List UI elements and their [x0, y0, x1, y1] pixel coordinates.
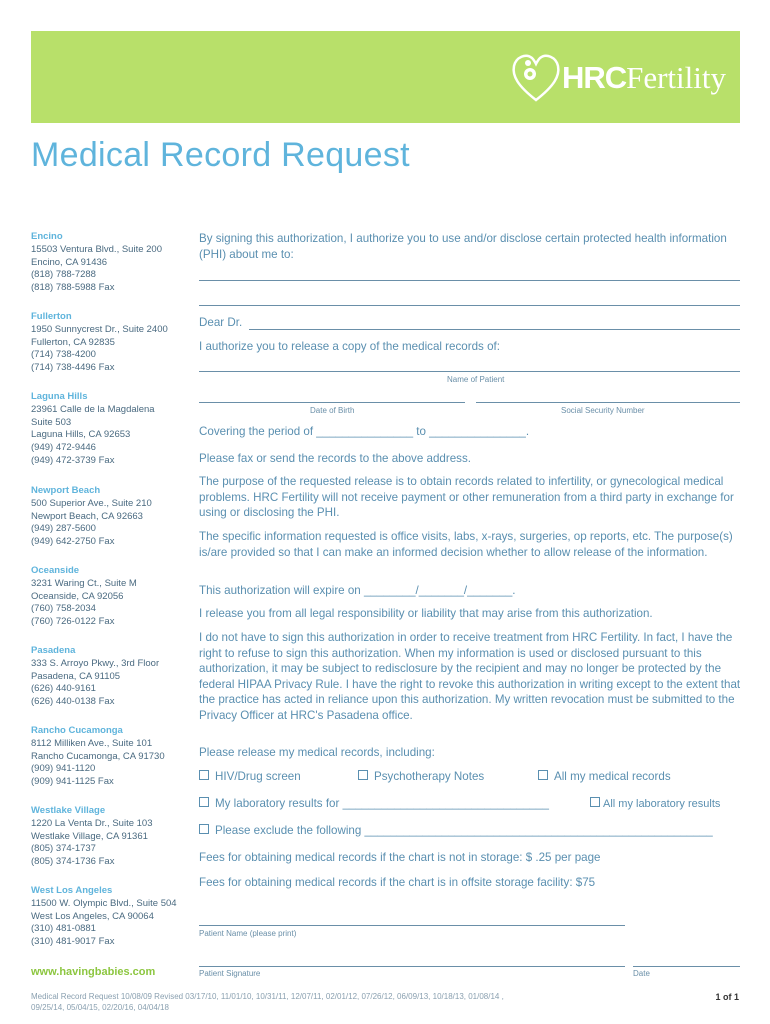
location-line: Westlake Village, CA 91361 [31, 830, 148, 842]
location-line: 1950 Sunnycrest Dr., Suite 2400 [31, 323, 168, 335]
purpose-text: The purpose of the requested release is to obtain records related to infertility, or gynecological medical problems. HRC Fertility will not receive payment or other remuneration from a third party in exchange for using or disclosing the PHI. [199, 475, 734, 520]
patient-name-print-caption: Patient Name (please print) [199, 929, 297, 938]
fees-storage-text: Fees for obtaining medical records if the chart is not in storage: $ .25 per page [199, 851, 601, 864]
location-block [31, 645, 191, 709]
location-line: (805) 374-1737 [31, 843, 96, 855]
location-line: West Los Angeles, CA 90064 [31, 910, 154, 922]
checkbox-psychotherapy[interactable] [358, 770, 484, 783]
checkbox-all-medical[interactable] [538, 770, 671, 783]
rights-text: I do not have to sign this authorization in order to receive treatment from HRC Fertility. In fact, I have the right to refuse to sign this authorization. When my information is used or disclosed pursuant to this authorization, it may be subject to redisclosure by the recipient and may no longer be protected by the federal HIPAA Privacy Rule. I have the right to revoke this authorization in writing except to the extent that the practice has acted in reliance upon this authorization. My written revocation must be submitted to the Privacy Officer at HRC's Pasadena office. [199, 631, 741, 722]
checkbox-lab-for[interactable] [199, 797, 549, 810]
fees-offsite-text: Fees for obtaining medical records if the chart is in offsite storage facility: $75 [199, 876, 596, 889]
location-line: (909) 941-1120 [31, 763, 96, 775]
location-line: (626) 440-0138 Fax [31, 696, 115, 708]
page-number: 1 of 1 [715, 992, 739, 1002]
please-release-text: Please release my medical records, including: [199, 746, 435, 759]
location-block [31, 231, 191, 295]
location-line: (310) 481-0881 [31, 923, 96, 935]
location-line: 15503 Ventura Blvd., Suite 200 [31, 243, 162, 255]
ssn-caption: Social Security Number [561, 406, 645, 415]
dob-line[interactable] [199, 402, 465, 403]
checkbox-square-icon[interactable] [590, 797, 600, 807]
location-line: (760) 726-0122 Fax [31, 616, 115, 628]
location-line: (626) 440-9161 [31, 683, 96, 695]
location-block [31, 311, 191, 375]
location-block [31, 885, 191, 949]
location-line: (714) 738-4496 Fax [31, 362, 115, 374]
intro-text: By signing this authorization, I authorize you to use and/or disclose certain protected health information (PHI) about me to: [199, 232, 727, 261]
header-banner [31, 31, 740, 123]
checkbox-square-icon[interactable] [538, 770, 548, 780]
location-line: (760) 758-2034 [31, 603, 96, 615]
patient-signature-line[interactable] [199, 966, 625, 967]
location-line: (949) 642-2750 Fax [31, 536, 115, 548]
checkbox-psychotherapy-label: Psychotherapy Notes [374, 770, 485, 783]
location-line: Encino, CA 91436 [31, 256, 108, 268]
location-block [31, 391, 191, 468]
ssn-line[interactable] [476, 402, 740, 403]
doctor-name-line[interactable] [249, 329, 740, 330]
location-block [31, 485, 191, 549]
logo-text-hrc: HRC [561, 60, 627, 95]
location-line: 23961 Calle de la Magdalena [31, 403, 155, 415]
location-block [31, 725, 191, 789]
location-line: (805) 374-1736 Fax [31, 856, 115, 868]
checkbox-hiv-label: HIV/Drug screen [215, 770, 301, 783]
location-line: Suite 503 [31, 416, 72, 428]
expire-text[interactable]: This authorization will expire on ________/_______/_______. [199, 584, 516, 597]
location-line: (310) 481-9017 Fax [31, 936, 115, 948]
checkbox-square-icon[interactable] [199, 770, 209, 780]
recipient-line-2[interactable] [199, 305, 740, 306]
location-name: Rancho Cucamonga [31, 725, 123, 736]
location-name: Oceanside [31, 565, 80, 576]
location-name: Fullerton [31, 311, 72, 322]
date-line[interactable] [633, 966, 740, 967]
checkbox-all-medical-label: All my medical records [554, 770, 671, 783]
recipient-line-1[interactable] [199, 280, 740, 281]
location-line: (949) 472-9446 [31, 442, 96, 454]
location-line: Pasadena, CA 91105 [31, 670, 121, 682]
release-copy-text: I authorize you to release a copy of the medical records of: [199, 340, 500, 353]
specific-info-text: The specific information requested is office visits, labs, x-rays, surgeries, op reports, etc. The purpose(s) is/are provided so that I can make an informed decision whether to allow release of the information. [199, 530, 733, 559]
hrc-fertility-logo [510, 43, 726, 113]
dob-caption: Date of Birth [310, 406, 355, 415]
patient-name-line[interactable] [199, 371, 740, 372]
location-line: (949) 287-5600 [31, 523, 96, 535]
location-line: 500 Superior Ave., Suite 210 [31, 497, 152, 509]
release-liability-text: I release you from all legal responsibility or liability that may arise from this authorization. [199, 607, 653, 620]
location-name: Newport Beach [31, 485, 101, 496]
location-line: Rancho Cucamonga, CA 91730 [31, 750, 165, 762]
checkbox-exclude[interactable] [199, 824, 713, 837]
location-line: (714) 738-4200 [31, 349, 96, 361]
location-name: Laguna Hills [31, 391, 88, 402]
dear-dr-label: Dear Dr. [199, 316, 243, 329]
checkbox-square-icon[interactable] [358, 770, 368, 780]
location-name: Encino [31, 231, 63, 242]
location-line: Newport Beach, CA 92663 [31, 510, 143, 522]
location-line: 11500 W. Olympic Blvd., Suite 504 [31, 897, 177, 909]
checkbox-square-icon[interactable] [199, 797, 209, 807]
checkbox-all-lab-label: All my laboratory results [603, 798, 721, 810]
location-line: (909) 941-1125 Fax [31, 776, 114, 788]
location-name: Westlake Village [31, 805, 106, 816]
checkbox-exclude-label: Please exclude the following ______________________________________________________ [215, 824, 713, 837]
website-link[interactable]: www.havingbabies.com [31, 966, 156, 978]
patient-name-print-line[interactable] [199, 925, 625, 926]
location-line: 3231 Waring Ct., Suite M [31, 577, 137, 589]
location-block [31, 805, 191, 869]
location-line: Laguna Hills, CA 92653 [31, 429, 131, 441]
location-line: 333 S. Arroyo Pkwy., 3rd Floor [31, 657, 160, 669]
location-line: 1220 La Venta Dr., Suite 103 [31, 817, 153, 829]
location-name: Pasadena [31, 645, 76, 656]
heart-logo-icon [510, 50, 562, 106]
location-line: (949) 472-3739 Fax [31, 454, 115, 466]
checkbox-all-lab[interactable] [590, 797, 720, 810]
covering-period-text[interactable]: Covering the period of _______________ to _______________. [199, 425, 530, 438]
logo-text-fertility: Fertility [626, 60, 726, 95]
location-line: Oceanside, CA 92056 [31, 590, 124, 602]
location-line: (818) 788-5988 Fax [31, 282, 115, 294]
location-name: West Los Angeles [31, 885, 113, 896]
location-line: Fullerton, CA 92835 [31, 336, 115, 348]
page-title: Medical Record Request [31, 136, 410, 174]
checkbox-square-icon[interactable] [199, 824, 209, 834]
checkbox-hiv[interactable] [199, 770, 301, 783]
location-block [31, 565, 191, 629]
date-caption: Date [633, 969, 650, 978]
location-line: 8112 Milliken Ave., Suite 101 [31, 737, 153, 749]
patient-signature-caption: Patient Signature [199, 969, 261, 978]
name-of-patient-caption: Name of Patient [447, 375, 505, 384]
location-line: (818) 788-7288 [31, 269, 96, 281]
fax-send-text: Please fax or send the records to the above address. [199, 452, 471, 465]
revision-footer: Medical Record Request 10/08/09 Revised 03/17/10, 11/01/10, 10/31/11, 12/07/11, 02/01/12, 07/26/12, 06/09/13, 10/18/13, 01/08/14 , 09/25/14, 05/04/15, 02/20/16, 04/04/18 [31, 992, 504, 1012]
checkbox-lab-for-label: My laboratory results for ________________________________ [215, 797, 549, 810]
